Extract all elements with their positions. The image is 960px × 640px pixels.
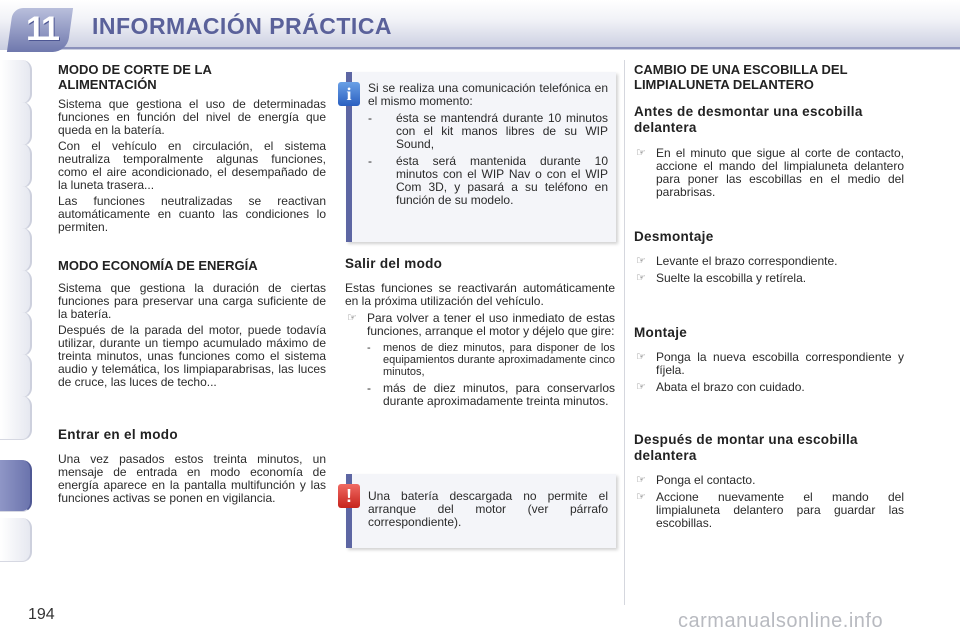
pointing-hand-icon: ☞	[636, 474, 646, 486]
pointing-hand-icon: ☞	[636, 491, 646, 503]
side-tab[interactable]	[0, 186, 32, 230]
section-title-line: MODO DE CORTE DE LA	[58, 62, 212, 77]
sub-item	[345, 382, 615, 408]
side-tab[interactable]	[0, 270, 32, 314]
chapter-side-tabs	[0, 60, 34, 580]
side-tab[interactable]	[0, 102, 32, 146]
column-divider	[624, 60, 625, 605]
bullet-item	[634, 255, 904, 268]
bullet-text: Para volver a tener el uso inmediato de estas funciones, arranque el motor y déjelo que gire:	[367, 311, 615, 338]
warning-box	[346, 474, 616, 548]
section-title-line: ALIMENTACIÓN	[58, 77, 157, 92]
paragraph: Sistema que gestiona la duración de ciertas funciones para preservar una carga suficiente de la batería.	[58, 281, 326, 321]
pointing-hand-icon: ☞	[636, 381, 646, 393]
paragraph: Después de la parada del motor, puede todavía utilizar, durante un tiempo acumulado máximo de treinta minutos, unas funciones como el sistema audio y telemática, los limpiaparabrisas, las luces de cruce, las luces de techo...	[58, 323, 326, 389]
subsection-title-mounting: Montaje	[634, 325, 688, 340]
bullet-item	[634, 491, 904, 530]
bullet-text: Levante el brazo correspondiente.	[656, 254, 838, 268]
bullet-text: En el minuto que sigue al corte de contacto, accione el mando del limpialuneta delantero para poner las escobillas en el medio del parabrisas.	[656, 146, 904, 199]
left-column	[58, 62, 326, 505]
paragraph: Estas funciones se reactivarán automáticamente en la próxima utilización del vehículo.	[345, 281, 615, 308]
dash-marker: -	[368, 154, 372, 168]
side-tab-active[interactable]	[0, 460, 32, 512]
subsection-title-exit-mode: Salir del modo	[345, 256, 443, 271]
dash-marker: -	[368, 111, 372, 125]
watermark: carmanualsonline.info	[678, 610, 884, 632]
dash-marker: -	[367, 381, 371, 395]
page-title: INFORMACIÓN PRÁCTICA	[92, 13, 393, 39]
middle-column	[345, 256, 615, 408]
info-item-text: ésta será mantenida durante 10 minutos con el WIP Nav o con el WIP Com 3D, y pasará a su teléfono en función de su modelo.	[396, 154, 608, 207]
bullet-item	[634, 381, 904, 394]
pointing-hand-icon: ☞	[636, 147, 646, 159]
warning-text: Una batería descargada no permite el arranque del motor (ver párrafo correspondiente).	[368, 489, 608, 529]
subsection-title-removal: Desmontaje	[634, 229, 714, 244]
bullet-item	[634, 147, 904, 199]
bullet-item	[634, 474, 904, 487]
warning-box-content	[352, 474, 616, 537]
bullet-item	[634, 272, 904, 285]
subsection-title-before-removal: Antes de desmontar una escobilla delantera	[634, 104, 863, 135]
section-title-wiper-change	[634, 62, 904, 92]
bullet-item	[634, 351, 904, 377]
side-tab[interactable]	[0, 396, 32, 440]
section-title-energy-saving: MODO ECONOMÍA DE ENERGÍA	[58, 258, 258, 273]
exclamation-icon: !	[338, 484, 360, 508]
side-tab[interactable]	[0, 518, 32, 562]
bullet-text: Ponga el contacto.	[656, 473, 756, 487]
bullet-text: Abata el brazo con cuidado.	[656, 380, 805, 394]
dash-marker: -	[367, 342, 371, 354]
bullet-text: Suelte la escobilla y retírela.	[656, 271, 807, 285]
header-divider	[60, 47, 960, 49]
bullet-text: Ponga la nueva escobilla correspondiente y fíjela.	[656, 350, 904, 377]
paragraph: Sistema que gestiona el uso de determinadas funciones en función del nivel de energía que queda en la batería.	[58, 97, 326, 137]
info-intro: Si se realiza una comunicación telefónica en el mismo momento:	[368, 81, 608, 108]
sub-item-text: más de diez minutos, para conservarlos durante aproximadamente treinta minutos.	[383, 381, 615, 408]
pointing-hand-icon: ☞	[636, 255, 646, 267]
sub-item-text: menos de diez minutos, para disponer de los equipamientos durante aproximadamente cinco minutos,	[383, 342, 615, 378]
info-box-content	[352, 72, 616, 215]
side-tab[interactable]	[0, 228, 32, 272]
pointing-hand-icon: ☞	[636, 351, 646, 363]
pointing-hand-icon: ☞	[636, 272, 646, 284]
section-title-line: CAMBIO DE UNA ESCOBILLA DEL	[634, 62, 848, 77]
side-tab[interactable]	[0, 60, 32, 104]
info-box	[346, 72, 616, 242]
right-column	[634, 62, 904, 530]
page-number: 194	[28, 606, 55, 623]
paragraph: Las funciones neutralizadas se reactivan automáticamente en cuanto las condiciones lo permiten.	[58, 194, 326, 234]
side-tab[interactable]	[0, 144, 32, 188]
info-icon: i	[338, 82, 360, 106]
section-title-power-cut	[58, 62, 326, 92]
chapter-number: 11	[26, 10, 58, 48]
pointing-hand-icon: ☞	[347, 312, 357, 324]
side-tab[interactable]	[0, 354, 32, 398]
sub-item	[345, 342, 615, 378]
side-tab[interactable]	[0, 312, 32, 356]
subsection-title-after-mounting: Después de montar una escobilla delantera	[634, 432, 858, 463]
bullet-text: Accione nuevamente el mando del limpialuneta delantero para guardar las escobillas.	[656, 490, 904, 530]
info-item	[368, 112, 608, 151]
subsection-title-enter-mode: Entrar en el modo	[58, 427, 178, 442]
bullet-item	[345, 312, 615, 338]
paragraph: Una vez pasados estos treinta minutos, un mensaje de entrada en modo economía de energía aparece en la pantalla multifunción y las funciones activas se ponen en vigilancia.	[58, 452, 326, 505]
info-item-text: ésta se mantendrá durante 10 minutos con el kit manos libres de su WIP Sound,	[396, 111, 608, 151]
info-item	[368, 155, 608, 207]
paragraph: Con el vehículo en circulación, el sistema neutraliza temporalmente algunas funciones, como el aire acondicionado, el desempañado de la luneta trasera...	[58, 139, 326, 192]
section-title-line: LIMPIALUNETA DELANTERO	[634, 77, 814, 92]
